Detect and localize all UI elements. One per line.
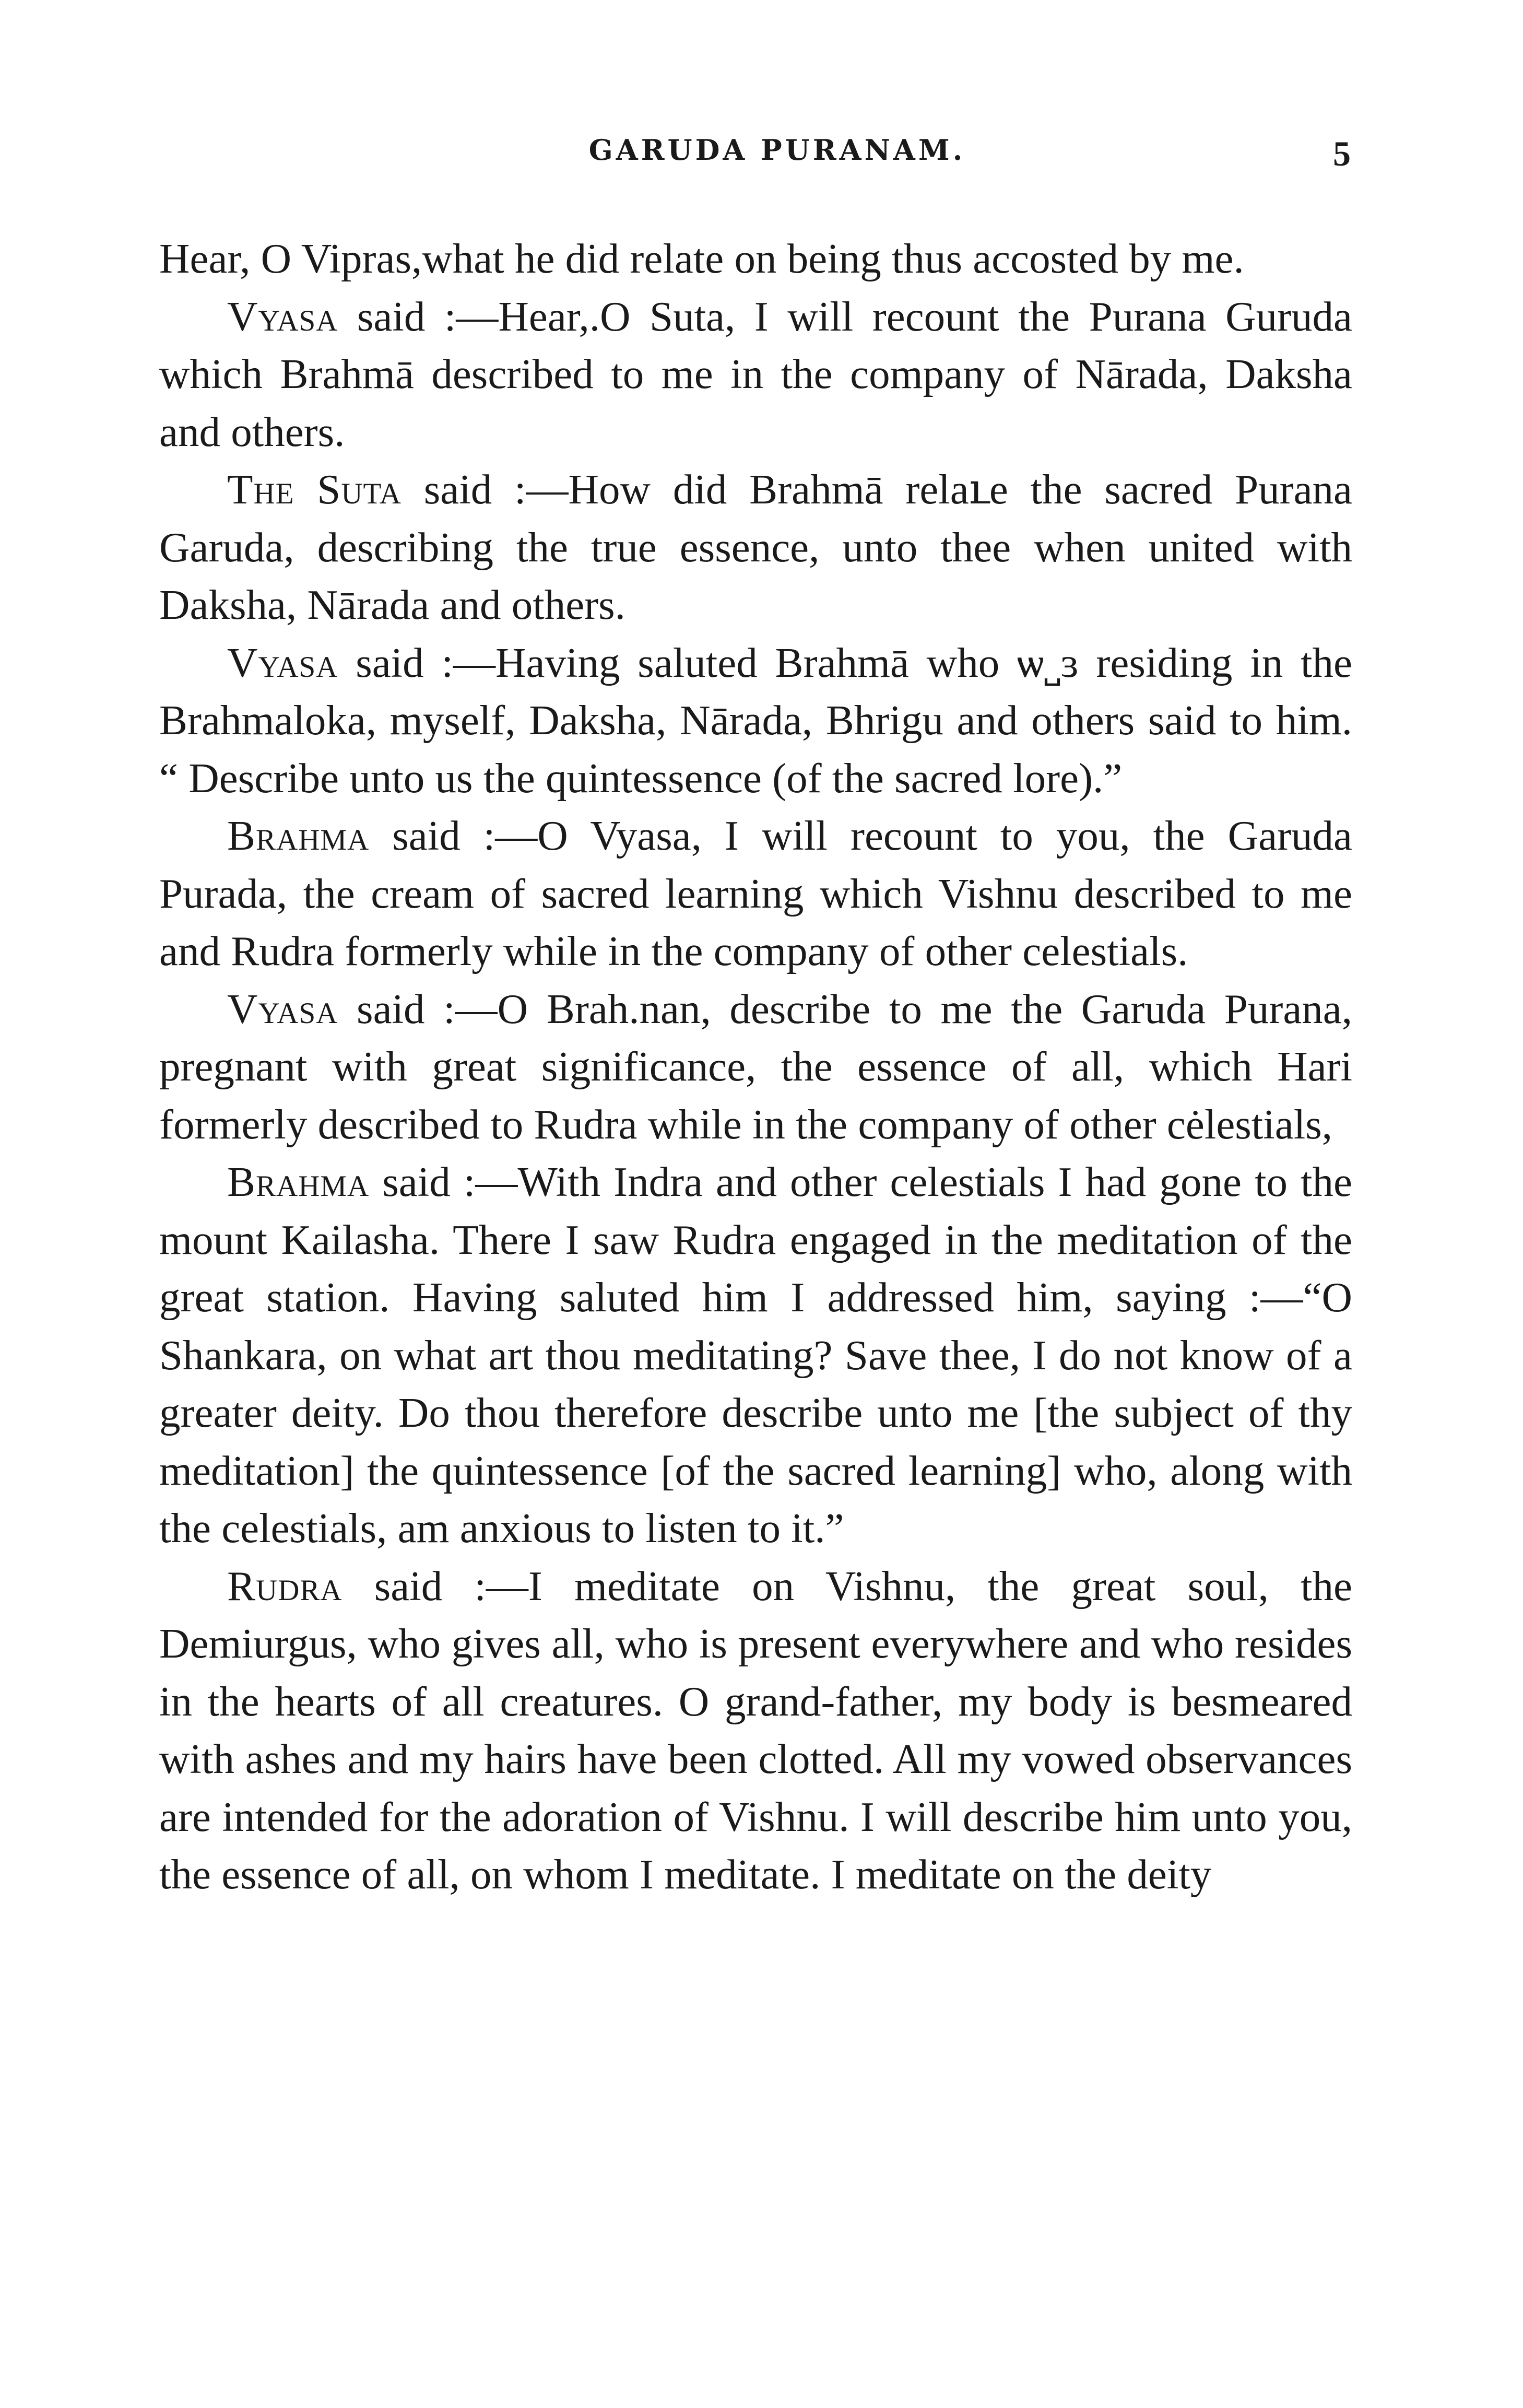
speaker-name: The Suta (227, 466, 402, 513)
paragraph-text: said :—O Vyasa, I will recount to you, the Garuda Purada, the cream of sacred learning which Vishnu described to me and Rudra formerly while in the company of other celestials. (159, 812, 1353, 974)
paragraph-text: said :—With Indra and other celestials I had gone to the mount Kailasha. There I saw Rudra engaged in the meditation of the great station. Having saluted him I addressed him, saying :—“O Shankara, on what art thou meditating? Save thee, I do not know of a greater deity. Do thou therefore describe unto me [the subject of thy meditation] the quintessence [of the sacred learning] who, along with the celestials, am anxious to listen to it.” (159, 1158, 1353, 1552)
body-text (159, 230, 1352, 1904)
speaker-name: Brahma (227, 1158, 370, 1205)
paragraph-text: said :—I meditate on Vishnu, the great soul, the Demiurgus, who gives all, who is present everywhere and who resides in the hearts of all creatures. O grand-father, my body is besmeared with ashes and my hairs have been clotted. All my vowed observances are intended for the adoration of Vishnu. I will describe him unto you, the essence of all, on whom I meditate. I meditate on the deity (159, 1562, 1353, 1898)
paragraph-text: Hear, O Vipras,what he did relate on being thus accosted by me. (159, 235, 1244, 282)
paragraph-text: said :—O Brah.nan, describe to me the Garuda Purana, pregnant with great significance, the essence of all, which Hari formerly described to Rudra while in the company of other cėlestials, (159, 985, 1353, 1148)
speaker-name: Rudra (227, 1562, 343, 1610)
paragraph (159, 461, 1352, 634)
paragraph-text: said :—Having saluted Brahmā who ѡ˽ɜ residing in the Brahmaloka, myself, Daksha, Nārada, Bhrigu and others said to him. “ Describe unto us the quintessence (of the sacred lore).” (159, 639, 1352, 802)
speaker-name: Vyasa (227, 639, 338, 686)
speaker-name: Vyasa (227, 292, 338, 340)
paragraph-text: said :—Hear,.O Suta, I will recount the Purana Guruda which Brahmā described to me in the company of Nārada, Daksha and others. (159, 292, 1353, 455)
paragraph (159, 807, 1352, 980)
speaker-name: Brahma (227, 812, 370, 859)
paragraph-text: said :—How did Brahmā relaւe the sacred Purana Garuda, describing the true essence, unto thee when united with Daksha, Nārada and others. (159, 466, 1352, 628)
paragraph (159, 288, 1352, 461)
paragraph (159, 1557, 1352, 1904)
paragraph (159, 230, 1352, 288)
running-header (0, 133, 1523, 185)
speaker-name: Vyasa (227, 985, 338, 1032)
paragraph (159, 1153, 1352, 1557)
paragraph (159, 980, 1352, 1154)
paragraph (159, 634, 1352, 807)
page-number: 5 (1333, 134, 1351, 173)
running-title: GARUDA PURANAM. (588, 133, 966, 167)
